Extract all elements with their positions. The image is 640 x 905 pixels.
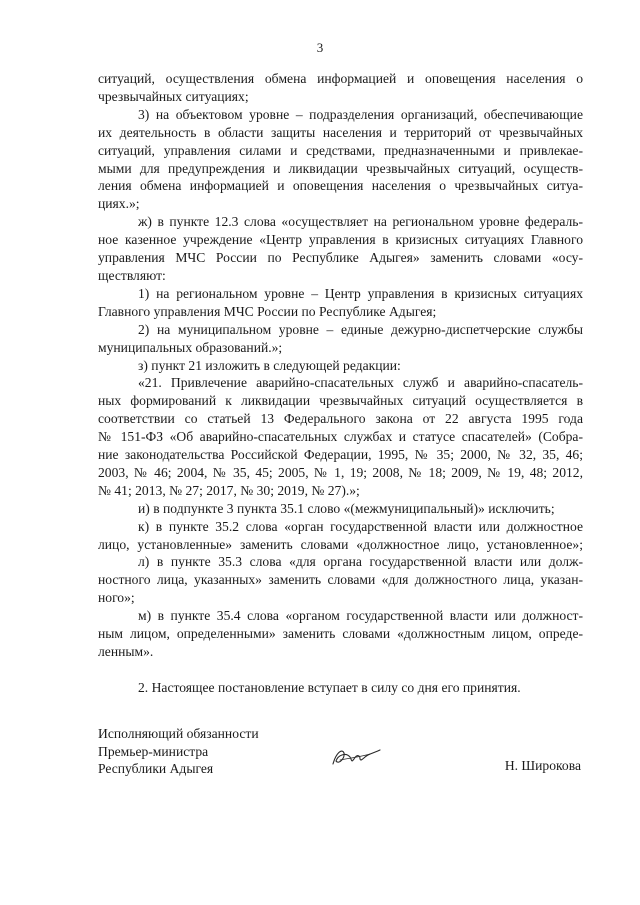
text-line: ж) в пункте 12.3 слова «осуществляет на региональном уровне федераль- — [138, 214, 583, 230]
text-line: 1) на региональном уровне – Центр управления в кризисных ситуациях — [138, 285, 583, 301]
signatory-title-line: Премьер-министра — [98, 743, 209, 759]
handwritten-signature — [330, 745, 382, 769]
text-line: 2. Настоящее постановление вступает в силу со дня его принятия. — [138, 679, 521, 695]
text-line: № 151-ФЗ «Об аварийно-спасательных службах и статусе спасателей» (Собра- — [98, 429, 583, 445]
text-line: ситуаций, осуществления обмена информацией и оповещения населения о — [98, 71, 583, 86]
signatory-name: Н. Широкова — [504, 758, 581, 773]
text-line: ления обмена информацией и оповещения населения о чрезвычайных ситуа- — [98, 178, 583, 194]
text-line: л) в пункте 35.3 слова «для органа государственной власти или долж- — [138, 554, 583, 570]
text-line: лицо, установленные» заменить словами «должностное лицо, установленное»; — [98, 536, 583, 552]
document-body — [98, 70, 583, 697]
text-line: Главного управления МЧС России по Республике Адыгея; — [98, 303, 437, 319]
text-line: ное казенное учреждение «Центр управления в кризисных ситуациях Главного — [98, 232, 583, 248]
text-line: м) в пункте 35.4 слова «органом государственной власти или должност- — [138, 608, 583, 624]
text-line: 2003, № 46; 2004, № 35, 45; 2005, № 1, 19; 2008, № 18; 2009, № 19, 48; 2012, — [98, 464, 583, 480]
text-line: циях.»; — [98, 196, 140, 212]
text-line: ностного лица, указанных» заменить словами «для должностного лица, указан- — [98, 572, 583, 588]
text-line: ленным». — [98, 644, 154, 659]
text-line: ных формирований к ликвидации чрезвычайных ситуаций осуществляется в — [98, 393, 583, 409]
text-line: з) пункт 21 изложить в следующей редакции: — [138, 357, 401, 373]
text-line: мыми для предупреждения и ликвидации чрезвычайных ситуаций, осуществ- — [98, 160, 583, 176]
text-line: их деятельность в области защиты населения и территорий от чрезвычайных — [98, 124, 583, 140]
text-line: № 41; 2013, № 27; 2017, № 30; 2019, № 27).»; — [98, 482, 360, 498]
signatory-title-line: Республики Адыгея — [98, 761, 214, 776]
text-line: чрезвычайных ситуациях; — [98, 88, 249, 104]
page-number: 3 — [316, 40, 324, 55]
text-line: муниципальных образований.»; — [98, 339, 283, 355]
signatory-title-line: Исполняющий обязанности — [98, 726, 259, 741]
text-line: «21. Привлечение аварийно-спасательных служб и аварийно-спасатель- — [138, 375, 583, 391]
text-line: ситуаций, управления силами и средствами, предназначенными и привлекае- — [98, 142, 583, 158]
text-line: ным лицом, определенными» заменить словами «должностным лицом, опреде- — [98, 626, 583, 642]
text-line: и) в подпункте 3 пункта 35.1 слово «(межмуниципальный)» исключить; — [138, 500, 555, 516]
text-line: ществляют: — [98, 267, 166, 283]
signature-block — [98, 725, 583, 785]
text-line: 2) на муниципальном уровне – единые дежурно-диспетчерские службы — [138, 321, 583, 337]
text-line: ние законодательства Российской Федерации, 1995, № 35; 2000, № 32, 35, 46; — [98, 447, 583, 463]
text-line: управления МЧС России по Республике Адыгея» заменить словами «осу- — [98, 250, 583, 266]
paragraph-gap — [98, 661, 583, 679]
text-line: соответствии со статьей 13 Федерального закона от 22 августа 1995 года — [98, 411, 583, 427]
text-line: 3) на объектовом уровне – подразделения организаций, обеспечивающие — [138, 106, 583, 122]
text-line: ного»; — [98, 590, 135, 606]
text-line: к) в пункте 35.2 слова «орган государственной власти или должностное — [138, 518, 583, 534]
